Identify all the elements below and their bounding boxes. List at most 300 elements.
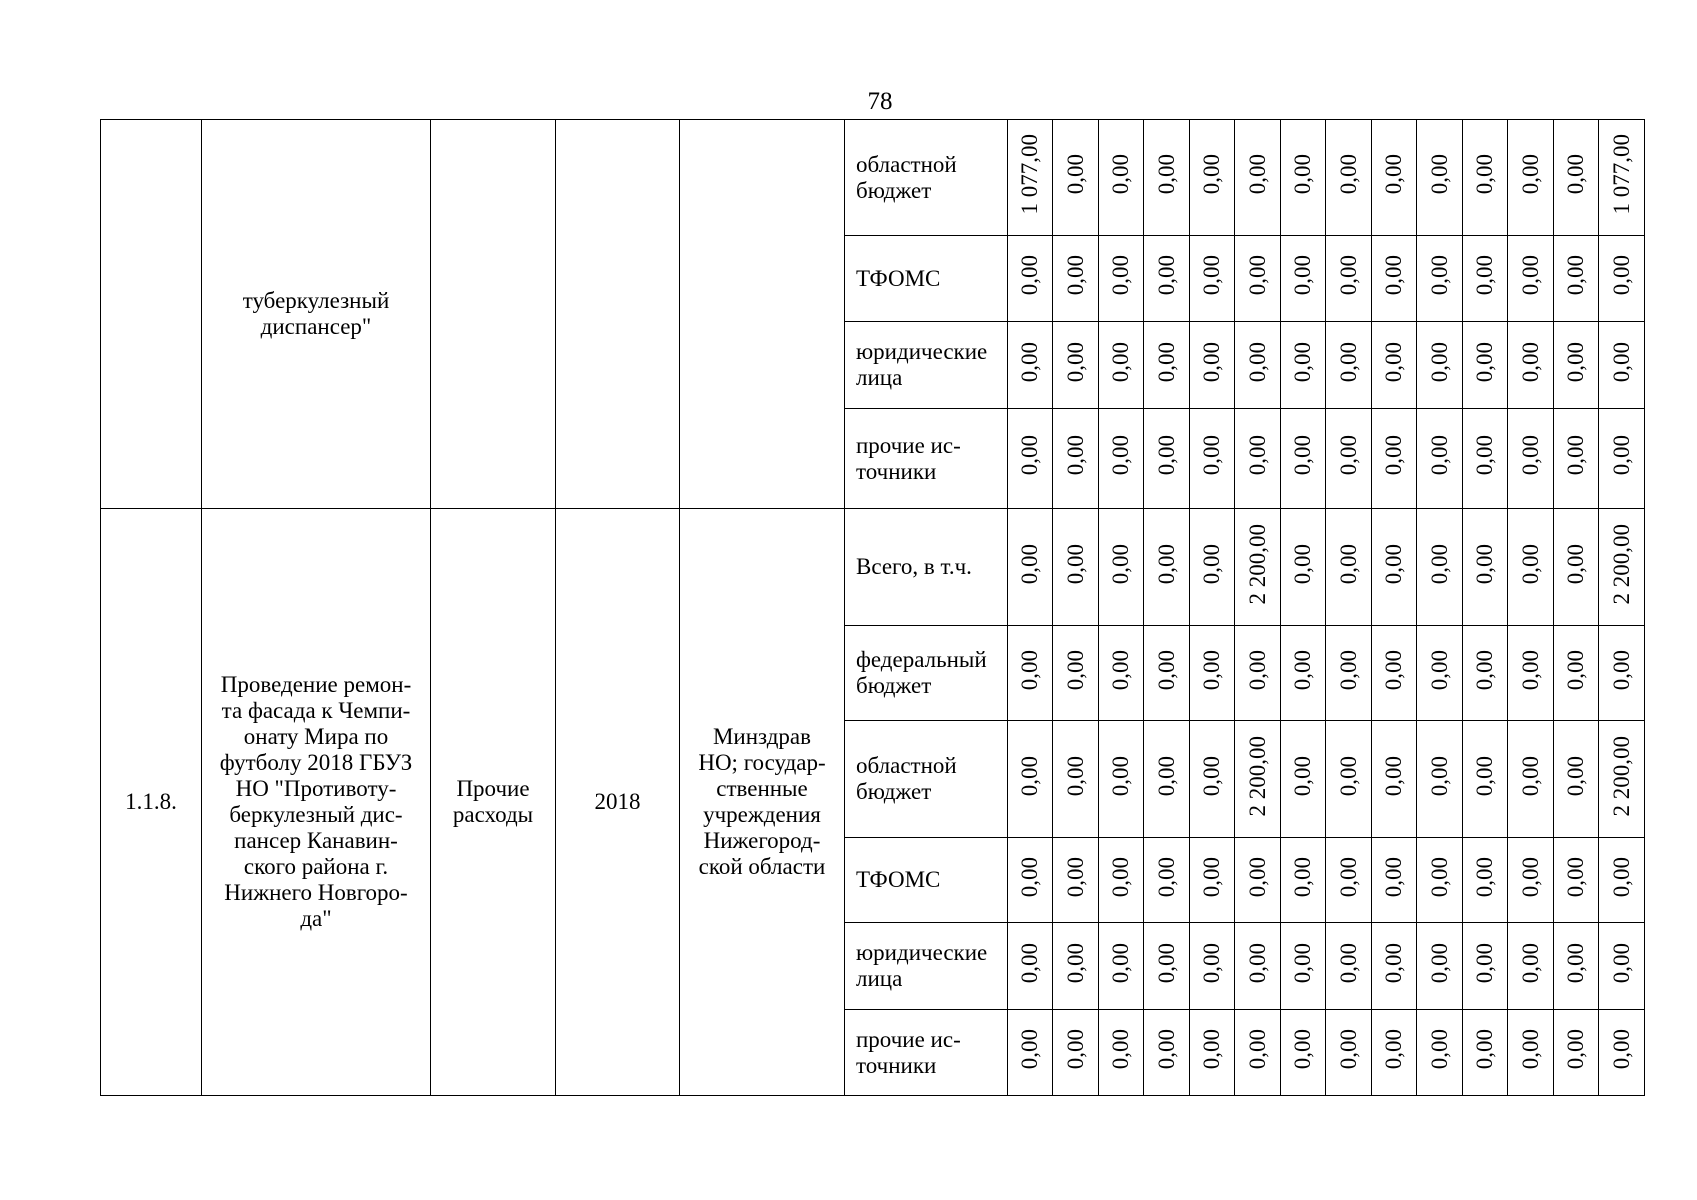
value-cell: [1463, 838, 1508, 923]
value-cell: [1144, 322, 1190, 409]
funding-source-line: областной: [856, 753, 957, 778]
item-name-cell: [202, 120, 431, 509]
amount-value: 0,00: [1426, 942, 1452, 984]
amount-value: 0,00: [1017, 942, 1042, 984]
amount-value: 0,00: [1517, 856, 1543, 898]
item-name-line: та фасада к Чемпи-: [221, 698, 411, 723]
value-cell: [1554, 838, 1599, 923]
amount-value: 0,00: [1608, 649, 1634, 691]
amount-value: 0,00: [1426, 1029, 1452, 1070]
amount-value: 0,00: [1199, 856, 1224, 898]
value-cell: [1508, 409, 1554, 509]
value-cell: [1372, 1010, 1417, 1096]
amount-value: 0,00: [1290, 649, 1315, 691]
funding-source-cell: [845, 626, 1008, 721]
amount-value: 0,00: [1017, 435, 1042, 476]
item-name-line: ского района г.: [243, 854, 389, 879]
amount-value: 0,00: [1290, 255, 1315, 296]
amount-value: 0,00: [1335, 341, 1361, 383]
value-cell: [1463, 626, 1508, 721]
executor-cell: [680, 509, 845, 1096]
amount-value: 0,00: [1153, 1029, 1179, 1070]
item-name-line: да": [300, 906, 332, 931]
value-cell: [1463, 509, 1508, 626]
value-cell: [1144, 721, 1190, 838]
expense-type-line: Прочие: [456, 776, 530, 801]
value-cell: [1508, 838, 1554, 923]
value-cell: [1554, 1010, 1599, 1096]
amount-value: 0,00: [1381, 942, 1406, 984]
value-cell: [1235, 626, 1281, 721]
amount-value: 0,00: [1199, 341, 1224, 383]
value-cell: [1008, 509, 1053, 626]
item-name-line: пансер Канавин-: [234, 828, 398, 853]
value-cell: [1053, 236, 1099, 322]
funding-source-line: бюджет: [856, 779, 932, 804]
executor-cell: [680, 120, 845, 509]
value-cell: [1235, 509, 1281, 626]
amount-value: 0,00: [1517, 942, 1543, 984]
value-cell: [1190, 322, 1235, 409]
value-cell: [1235, 236, 1281, 322]
value-cell: [1417, 1010, 1463, 1096]
value-cell: [1053, 409, 1099, 509]
item-name-line: Нижнего Новгоро-: [224, 880, 408, 905]
amount-value: 0,00: [1517, 435, 1543, 476]
value-cell: [1508, 1010, 1554, 1096]
amount-value: 0,00: [1426, 341, 1452, 383]
amount-value: 2 200,00: [1608, 735, 1634, 817]
value-cell: [1099, 509, 1144, 626]
amount-value: 0,00: [1426, 856, 1452, 898]
value-cell: [1599, 120, 1645, 236]
amount-value: 0,00: [1062, 1029, 1088, 1070]
amount-value: 0,00: [1426, 755, 1452, 797]
amount-value: 0,00: [1381, 154, 1406, 195]
expense-type-cell: [431, 509, 556, 1096]
amount-value: 0,00: [1472, 543, 1497, 585]
value-cell: [1326, 322, 1372, 409]
value-cell: [1008, 120, 1053, 236]
value-cell: [1599, 236, 1645, 322]
amount-value: 0,00: [1335, 755, 1361, 797]
value-cell: [1281, 923, 1326, 1010]
amount-value: 0,00: [1472, 255, 1497, 296]
value-cell: [1190, 626, 1235, 721]
value-cell: [1144, 409, 1190, 509]
value-cell: [1281, 509, 1326, 626]
item-number-cell: [101, 120, 202, 509]
value-cell: [1190, 409, 1235, 509]
amount-value: 0,00: [1153, 649, 1179, 691]
value-cell: [1144, 509, 1190, 626]
amount-value: 0,00: [1335, 154, 1361, 195]
value-cell: [1053, 322, 1099, 409]
amount-value: 0,00: [1153, 154, 1179, 195]
amount-value: 0,00: [1199, 942, 1224, 984]
amount-value: 0,00: [1290, 1029, 1315, 1070]
amount-value: 0,00: [1472, 942, 1497, 984]
amount-value: 0,00: [1017, 341, 1042, 383]
executor-line: НО; государ-: [698, 750, 826, 775]
amount-value: 0,00: [1290, 856, 1315, 898]
amount-value: 0,00: [1290, 755, 1315, 797]
value-cell: [1190, 120, 1235, 236]
value-cell: [1417, 721, 1463, 838]
amount-value: 0,00: [1290, 341, 1315, 383]
funding-source-line: ТФОМС: [856, 265, 941, 291]
value-cell: [1053, 509, 1099, 626]
value-cell: [1599, 409, 1645, 509]
amount-value: 0,00: [1517, 255, 1543, 296]
value-cell: [1326, 120, 1372, 236]
amount-value: 0,00: [1563, 755, 1588, 797]
amount-value: 0,00: [1563, 942, 1588, 984]
funding-source-line: точники: [856, 1052, 937, 1078]
amount-value: 0,00: [1244, 255, 1270, 296]
value-cell: [1372, 409, 1417, 509]
value-cell: [1235, 1010, 1281, 1096]
amount-value: 0,00: [1199, 255, 1224, 296]
value-cell: [1417, 923, 1463, 1010]
value-cell: [1144, 1010, 1190, 1096]
value-cell: [1508, 923, 1554, 1010]
value-cell: [1463, 236, 1508, 322]
value-cell: [1326, 1010, 1372, 1096]
amount-value: 0,00: [1199, 435, 1224, 476]
value-cell: [1053, 838, 1099, 923]
funding-source-cell: [845, 509, 1008, 626]
executor-line: Минздрав: [712, 724, 811, 749]
value-cell: [1281, 409, 1326, 509]
value-cell: [1144, 923, 1190, 1010]
value-cell: [1554, 923, 1599, 1010]
funding-source-line: бюджет: [856, 673, 932, 698]
amount-value: 0,00: [1199, 1029, 1224, 1070]
amount-value: 0,00: [1108, 755, 1133, 797]
value-cell: [1554, 721, 1599, 838]
executor-line: ской области: [698, 854, 826, 879]
amount-value: 0,00: [1335, 942, 1361, 984]
amount-value: 0,00: [1244, 942, 1270, 984]
value-cell: [1508, 236, 1554, 322]
amount-value: 0,00: [1335, 649, 1361, 691]
value-cell: [1099, 721, 1144, 838]
amount-value: 0,00: [1062, 856, 1088, 898]
value-cell: [1190, 236, 1235, 322]
value-cell: [1508, 120, 1554, 236]
value-cell: [1417, 322, 1463, 409]
amount-value: 0,00: [1017, 856, 1042, 898]
funding-source-line: юридические: [856, 339, 988, 364]
value-cell: [1372, 120, 1417, 236]
value-cell: [1463, 923, 1508, 1010]
item-name-line: беркулезный дис-: [229, 802, 403, 827]
value-cell: [1599, 509, 1645, 626]
amount-value: 0,00: [1426, 543, 1452, 585]
amount-value: 0,00: [1608, 1029, 1634, 1070]
amount-value: 0,00: [1017, 1029, 1042, 1070]
value-cell: [1372, 923, 1417, 1010]
amount-value: 0,00: [1199, 543, 1224, 585]
value-cell: [1099, 838, 1144, 923]
value-cell: [1053, 626, 1099, 721]
value-cell: [1599, 322, 1645, 409]
amount-value: 0,00: [1563, 255, 1588, 296]
amount-value: 0,00: [1153, 435, 1179, 476]
value-cell: [1463, 322, 1508, 409]
value-cell: [1372, 236, 1417, 322]
amount-value: 0,00: [1335, 543, 1361, 585]
value-cell: [1326, 409, 1372, 509]
amount-value: 0,00: [1153, 755, 1179, 797]
value-cell: [1008, 409, 1053, 509]
value-cell: [1372, 838, 1417, 923]
amount-value: 0,00: [1381, 255, 1406, 296]
amount-value: 0,00: [1108, 942, 1133, 984]
value-cell: [1463, 120, 1508, 236]
funding-source-cell: [845, 923, 1008, 1010]
value-cell: [1008, 626, 1053, 721]
amount-value: 0,00: [1153, 856, 1179, 898]
amount-value: 2 200,00: [1244, 523, 1270, 605]
funding-source-line: лица: [856, 365, 903, 390]
value-cell: [1508, 322, 1554, 409]
value-cell: [1053, 721, 1099, 838]
value-cell: [1281, 322, 1326, 409]
value-cell: [1008, 838, 1053, 923]
amount-value: 0,00: [1517, 649, 1543, 691]
amount-value: 0,00: [1062, 649, 1088, 691]
amount-value: 0,00: [1290, 154, 1315, 195]
amount-value: 0,00: [1108, 543, 1133, 585]
item-name-line: футболу 2018 ГБУЗ: [219, 750, 413, 775]
amount-value: 0,00: [1108, 1029, 1133, 1070]
value-cell: [1326, 509, 1372, 626]
amount-value: 0,00: [1472, 341, 1497, 383]
value-cell: [1372, 322, 1417, 409]
amount-value: 1 077,00: [1608, 134, 1634, 215]
value-cell: [1417, 409, 1463, 509]
value-cell: [1326, 236, 1372, 322]
amount-value: 0,00: [1244, 154, 1270, 195]
value-cell: [1417, 626, 1463, 721]
value-cell: [1281, 626, 1326, 721]
amount-value: 0,00: [1517, 755, 1543, 797]
value-cell: [1417, 120, 1463, 236]
value-cell: [1190, 838, 1235, 923]
value-cell: [1008, 1010, 1053, 1096]
value-cell: [1417, 236, 1463, 322]
value-cell: [1008, 322, 1053, 409]
value-cell: [1508, 626, 1554, 721]
value-cell: [1281, 120, 1326, 236]
funding-source-cell: [845, 120, 1008, 236]
amount-value: 0,00: [1062, 942, 1088, 984]
item-name-line: онату Мира по: [243, 724, 389, 749]
amount-value: 0,00: [1199, 154, 1224, 195]
amount-value: 0,00: [1290, 435, 1315, 476]
value-cell: [1053, 120, 1099, 236]
value-cell: [1326, 923, 1372, 1010]
amount-value: 0,00: [1153, 255, 1179, 296]
table-row: [101, 120, 1645, 236]
funding-source-line: бюджет: [856, 177, 932, 203]
value-cell: [1235, 721, 1281, 838]
amount-value: 0,00: [1381, 856, 1406, 898]
value-cell: [1326, 626, 1372, 721]
amount-value: 0,00: [1426, 435, 1452, 476]
funding-source-line: лица: [856, 966, 903, 991]
funding-source-line: точники: [856, 458, 937, 484]
value-cell: [1099, 409, 1144, 509]
value-cell: [1554, 626, 1599, 721]
value-cell: [1008, 923, 1053, 1010]
amount-value: 0,00: [1153, 543, 1179, 585]
amount-value: 0,00: [1108, 649, 1133, 691]
item-name-line: туберкулезный: [242, 288, 390, 313]
value-cell: [1281, 1010, 1326, 1096]
amount-value: 0,00: [1472, 154, 1497, 195]
funding-source-cell: [845, 236, 1008, 322]
value-cell: [1372, 509, 1417, 626]
value-cell: [1326, 721, 1372, 838]
amount-value: 0,00: [1062, 543, 1088, 585]
amount-value: 0,00: [1199, 755, 1224, 797]
amount-value: 0,00: [1290, 543, 1315, 585]
value-cell: [1554, 409, 1599, 509]
value-cell: [1190, 509, 1235, 626]
value-cell: [1599, 923, 1645, 1010]
value-cell: [1235, 322, 1281, 409]
amount-value: 0,00: [1153, 942, 1179, 984]
amount-value: 0,00: [1563, 341, 1588, 383]
value-cell: [1417, 509, 1463, 626]
amount-value: 0,00: [1563, 649, 1588, 691]
amount-value: 0,00: [1517, 341, 1543, 383]
amount-value: 0,00: [1472, 649, 1497, 691]
funding-source-line: федеральный: [856, 647, 987, 672]
value-cell: [1053, 923, 1099, 1010]
value-cell: [1599, 721, 1645, 838]
table-body: [101, 120, 1645, 1096]
funding-source-line: юридические: [856, 940, 988, 965]
amount-value: 0,00: [1563, 1029, 1588, 1070]
amount-value: 0,00: [1563, 154, 1588, 195]
value-cell: [1599, 838, 1645, 923]
value-cell: [1463, 1010, 1508, 1096]
value-cell: [1190, 1010, 1235, 1096]
value-cell: [1235, 120, 1281, 236]
amount-value: 0,00: [1608, 856, 1634, 898]
value-cell: [1508, 509, 1554, 626]
value-cell: [1008, 721, 1053, 838]
executor-line: учреждения: [703, 802, 821, 827]
amount-value: 0,00: [1335, 856, 1361, 898]
amount-value: 0,00: [1517, 543, 1543, 585]
value-cell: [1326, 838, 1372, 923]
funding-source-line: прочие ис-: [856, 432, 961, 458]
amount-value: 2 200,00: [1244, 735, 1270, 817]
executor-line: ственные: [716, 776, 808, 801]
amount-value: 0,00: [1563, 856, 1588, 898]
value-cell: [1008, 236, 1053, 322]
amount-value: 0,00: [1563, 435, 1588, 476]
value-cell: [1099, 322, 1144, 409]
amount-value: 0,00: [1381, 1029, 1406, 1070]
value-cell: [1190, 721, 1235, 838]
amount-value: 0,00: [1108, 154, 1133, 195]
amount-value: 0,00: [1517, 154, 1543, 195]
amount-value: 0,00: [1244, 1029, 1270, 1070]
value-cell: [1372, 626, 1417, 721]
amount-value: 0,00: [1244, 435, 1270, 476]
amount-value: 0,00: [1017, 255, 1042, 296]
amount-value: 0,00: [1199, 649, 1224, 691]
value-cell: [1554, 120, 1599, 236]
value-cell: [1144, 120, 1190, 236]
amount-value: 0,00: [1472, 856, 1497, 898]
value-cell: [1463, 409, 1508, 509]
value-cell: [1281, 721, 1326, 838]
funding-source-cell: [845, 409, 1008, 509]
amount-value: 0,00: [1472, 1029, 1497, 1070]
funding-source-cell: [845, 838, 1008, 923]
amount-value: 0,00: [1108, 341, 1133, 383]
value-cell: [1144, 838, 1190, 923]
funding-source-line: ТФОМС: [856, 867, 941, 892]
year-cell: [556, 120, 680, 509]
item-name-line: Проведение ремон-: [220, 672, 412, 697]
value-cell: [1372, 721, 1417, 838]
amount-value: 0,00: [1426, 154, 1452, 195]
amount-value: 0,00: [1244, 341, 1270, 383]
amount-value: 0,00: [1335, 435, 1361, 476]
value-cell: [1099, 923, 1144, 1010]
amount-value: 0,00: [1108, 255, 1133, 296]
item-number-cell: 1.1.8.: [101, 509, 202, 1096]
value-cell: [1463, 721, 1508, 838]
amount-value: 0,00: [1017, 755, 1042, 797]
amount-value: 0,00: [1244, 649, 1270, 691]
table-row: [101, 509, 1645, 626]
value-cell: [1281, 236, 1326, 322]
expense-type-line: расходы: [452, 802, 534, 827]
amount-value: 0,00: [1381, 435, 1406, 476]
amount-value: 0,00: [1290, 942, 1315, 984]
value-cell: [1099, 120, 1144, 236]
value-cell: [1099, 626, 1144, 721]
amount-value: 0,00: [1017, 543, 1042, 585]
amount-value: 0,00: [1472, 435, 1497, 476]
expense-type-cell: [431, 120, 556, 509]
amount-value: 0,00: [1472, 755, 1497, 797]
value-cell: [1144, 626, 1190, 721]
item-name-line: диспансер": [260, 314, 372, 339]
amount-value: 0,00: [1517, 1029, 1543, 1070]
item-name-line: НО "Противоту-: [235, 776, 397, 801]
amount-value: 0,00: [1563, 543, 1588, 585]
executor-line: Нижегород-: [703, 828, 821, 853]
funding-table: [100, 119, 1645, 1096]
item-name-cell: [202, 509, 431, 1096]
amount-value: 0,00: [1062, 154, 1088, 195]
amount-value: 1 077,00: [1017, 134, 1042, 215]
amount-value: 0,00: [1062, 341, 1088, 383]
amount-value: 0,00: [1608, 341, 1634, 383]
value-cell: [1554, 509, 1599, 626]
amount-value: 0,00: [1381, 649, 1406, 691]
